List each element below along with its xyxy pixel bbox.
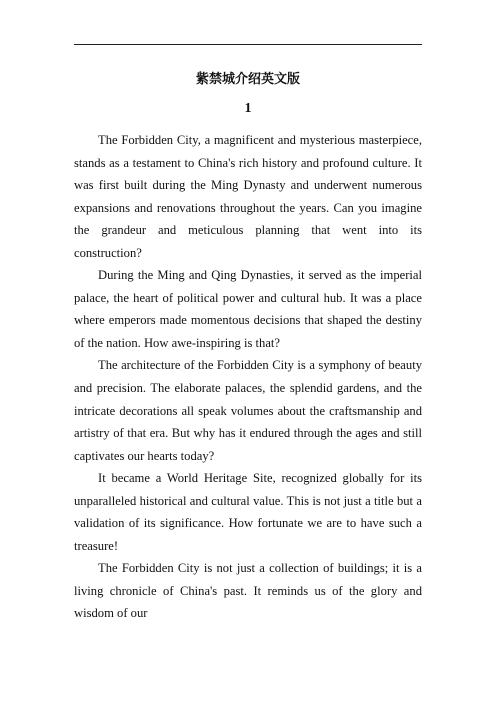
paragraph: The Forbidden City is not just a collection of buildings; it is a living chronicle of China's past. It reminds us of the glory and wisdom of our [74, 561, 422, 621]
header-rule [74, 44, 422, 45]
document-title: 紫禁城介绍英文版 [195, 72, 300, 87]
paragraph: The architecture of the Forbidden City is a symphony of beauty and precision. The elaborate palaces, the splendid gardens, and the intricate decorations all speak volumes about the craftsmanship and artistry of that era. But why has it endured through the ages and still captivates our hearts today? [74, 358, 422, 463]
body-text [74, 129, 422, 625]
paragraph: It became a World Heritage Site, recognized globally for its unparalleled historical and cultural value. This is not just a title but a validation of its significance. How fortunate we are to have such a treasure! [74, 471, 422, 553]
section-number: 1 [244, 101, 252, 116]
paragraph: During the Ming and Qing Dynasties, it served as the imperial palace, the heart of political power and cultural hub. It was a place where emperors made momentous decisions that shaped the destiny of the nation. How awe-inspiring is that? [74, 268, 422, 350]
paragraph: The Forbidden City, a magnificent and mysterious masterpiece, stands as a testament to China's rich history and profound culture. It was first built during the Ming Dynasty and underwent numerous expansions and renovations throughout the years. Can you imagine the grandeur and meticulous planning that went into its construction? [74, 133, 422, 260]
